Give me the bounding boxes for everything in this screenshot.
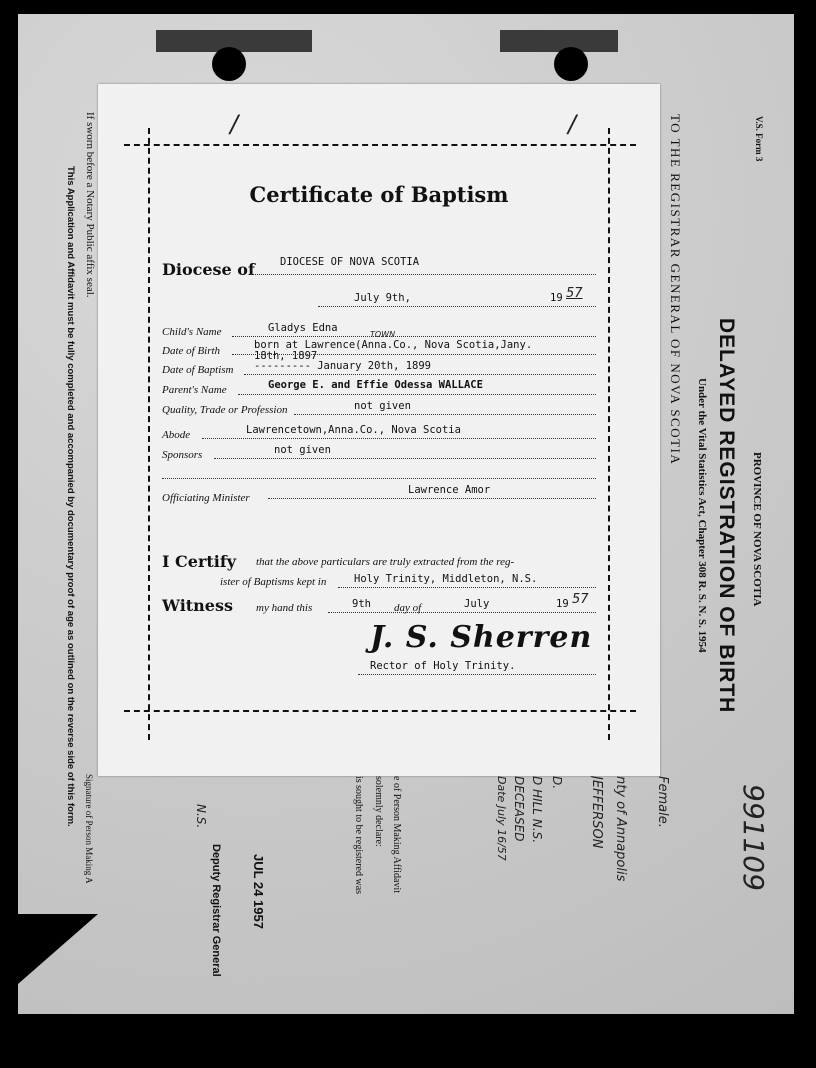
surname-entry: JEFFERSON (589, 776, 604, 849)
witness-rule (328, 612, 596, 613)
affiant-caption: e of Person Making Affidavit (391, 776, 402, 894)
entry-d: D. (550, 776, 564, 790)
quality-label: Quality, Trade or Profession (162, 404, 288, 416)
status-entry: DECEASED (512, 776, 526, 842)
abode-value: Lawrencetown,Anna.Co., Nova Scotia (246, 424, 461, 436)
witness-day: 9th (352, 598, 371, 610)
minister-rule (268, 498, 596, 499)
certificate-year-prefix: 19 (550, 292, 563, 304)
province-abbr: N.S. (194, 804, 208, 829)
certify-text-line1: that the above particulars are truly extracted from the reg- (256, 556, 515, 568)
diocese-value: DIOCESE OF NOVA SCOTIA (280, 256, 420, 268)
folded-corner (18, 914, 98, 984)
parents-name-label: Parent's Name (162, 384, 227, 396)
abode-rule (202, 438, 596, 439)
punch-hole-right (554, 47, 588, 81)
sponsors-label: Sponsors (162, 449, 203, 461)
childs-name-label: Child's Name (162, 326, 222, 338)
certificate-title: Certificate of Baptism (249, 182, 509, 207)
date-of-baptism-rule (244, 374, 596, 375)
date-entry: Date July 16/57 (495, 776, 508, 861)
registration-text: is sought to be registered was (353, 776, 364, 895)
register-rule (338, 587, 596, 588)
certify-heading: I Certify (162, 552, 237, 571)
minister-value: Lawrence Amor (408, 484, 491, 496)
blank-rule (162, 478, 596, 479)
rector-signature: J. S. Sherren (370, 620, 593, 655)
date-of-birth-rule (232, 354, 596, 355)
date-of-baptism-value: --------- January 20th, 1899 (254, 360, 432, 372)
addressee: TO THE REGISTRAR GENERAL OF NOVA SCOTIA (668, 114, 683, 466)
form-number: V.S. Form 3 (754, 116, 764, 162)
date-of-birth-line1: born at Lawrence(Anna.Co., Nova Scotia,Jany. (254, 339, 533, 351)
county-entry: nty of Annapolis (613, 776, 628, 882)
date-of-birth-line2: 18th, 1897 (254, 350, 318, 362)
certificate-year-suffix: 57 (566, 286, 583, 301)
sponsors-value: not given (274, 444, 331, 456)
witness-text: my hand this (256, 602, 313, 614)
sex-entry: Female. (655, 776, 670, 828)
place-entry: D HILL N.S. (530, 776, 544, 844)
signature-caption: Signature of Person Making A (84, 774, 94, 884)
declare-text: solemnly declare: (373, 776, 384, 847)
province-heading: PROVINCE OF NOVA SCOTIA (751, 452, 763, 607)
date-of-birth-insert: TOWN (370, 330, 396, 339)
witness-year-suffix: 57 (572, 592, 589, 607)
quality-rule (294, 414, 596, 415)
childs-name-rule (232, 336, 596, 337)
quality-value: not given (354, 400, 411, 412)
witness-heading: Witness (162, 596, 233, 615)
sponsors-rule (214, 458, 596, 459)
diocese-label: Diocese of (162, 260, 255, 279)
punch-hole-left (212, 47, 246, 81)
dashed-border-bottom (124, 710, 636, 712)
form-title: DELAYED REGISTRATION OF BIRTH (715, 318, 738, 714)
witness-year-prefix: 19 (556, 598, 569, 610)
dashed-border-left (148, 128, 150, 740)
witness-month: July (464, 598, 490, 610)
parents-name-value: George E. and Effie Odessa WALLACE (268, 379, 483, 391)
dashed-border-right (608, 128, 610, 740)
register-value: Holy Trinity, Middleton, N.S. (354, 573, 538, 585)
handwritten-number: 991109 (737, 784, 770, 891)
notary-note: If sworn before a Notary Public affix seal. (84, 112, 96, 298)
diocese-rule (250, 274, 596, 275)
act-reference: Under the Vital Statistics Act, Chapter 308 R. S. N. S. 1954 (696, 378, 708, 653)
filed-stamp-date: JUL 24 1957 (251, 854, 266, 929)
minister-label: Officiating Minister (162, 492, 250, 504)
childs-name-value: Gladys Edna (268, 322, 338, 334)
deputy-registrar-stamp: Deputy Registrar General (210, 844, 222, 977)
tick-mark-right: / (568, 110, 577, 138)
signer-rule (358, 674, 596, 675)
abode-label: Abode (162, 429, 191, 441)
tick-mark-left: / (230, 110, 239, 138)
date-of-baptism-label: Date of Baptism (162, 364, 234, 376)
certify-text-line2: ister of Baptisms kept in (220, 576, 327, 588)
date-of-birth-label: Date of Birth (162, 345, 221, 357)
signer-title: Rector of Holy Trinity. (370, 660, 516, 672)
date-rule (318, 306, 596, 307)
parents-name-rule (238, 394, 596, 395)
tape-strip-right (500, 30, 618, 52)
completion-note: This Application and Affidavit must be fully completed and accompanied by documentary proof of age as outlined on the reverse side of this form. (65, 166, 76, 827)
baptism-certificate (98, 84, 660, 776)
certificate-date: July 9th, (354, 292, 411, 304)
dashed-border-top (124, 144, 636, 146)
day-of-text: day of (394, 602, 422, 614)
